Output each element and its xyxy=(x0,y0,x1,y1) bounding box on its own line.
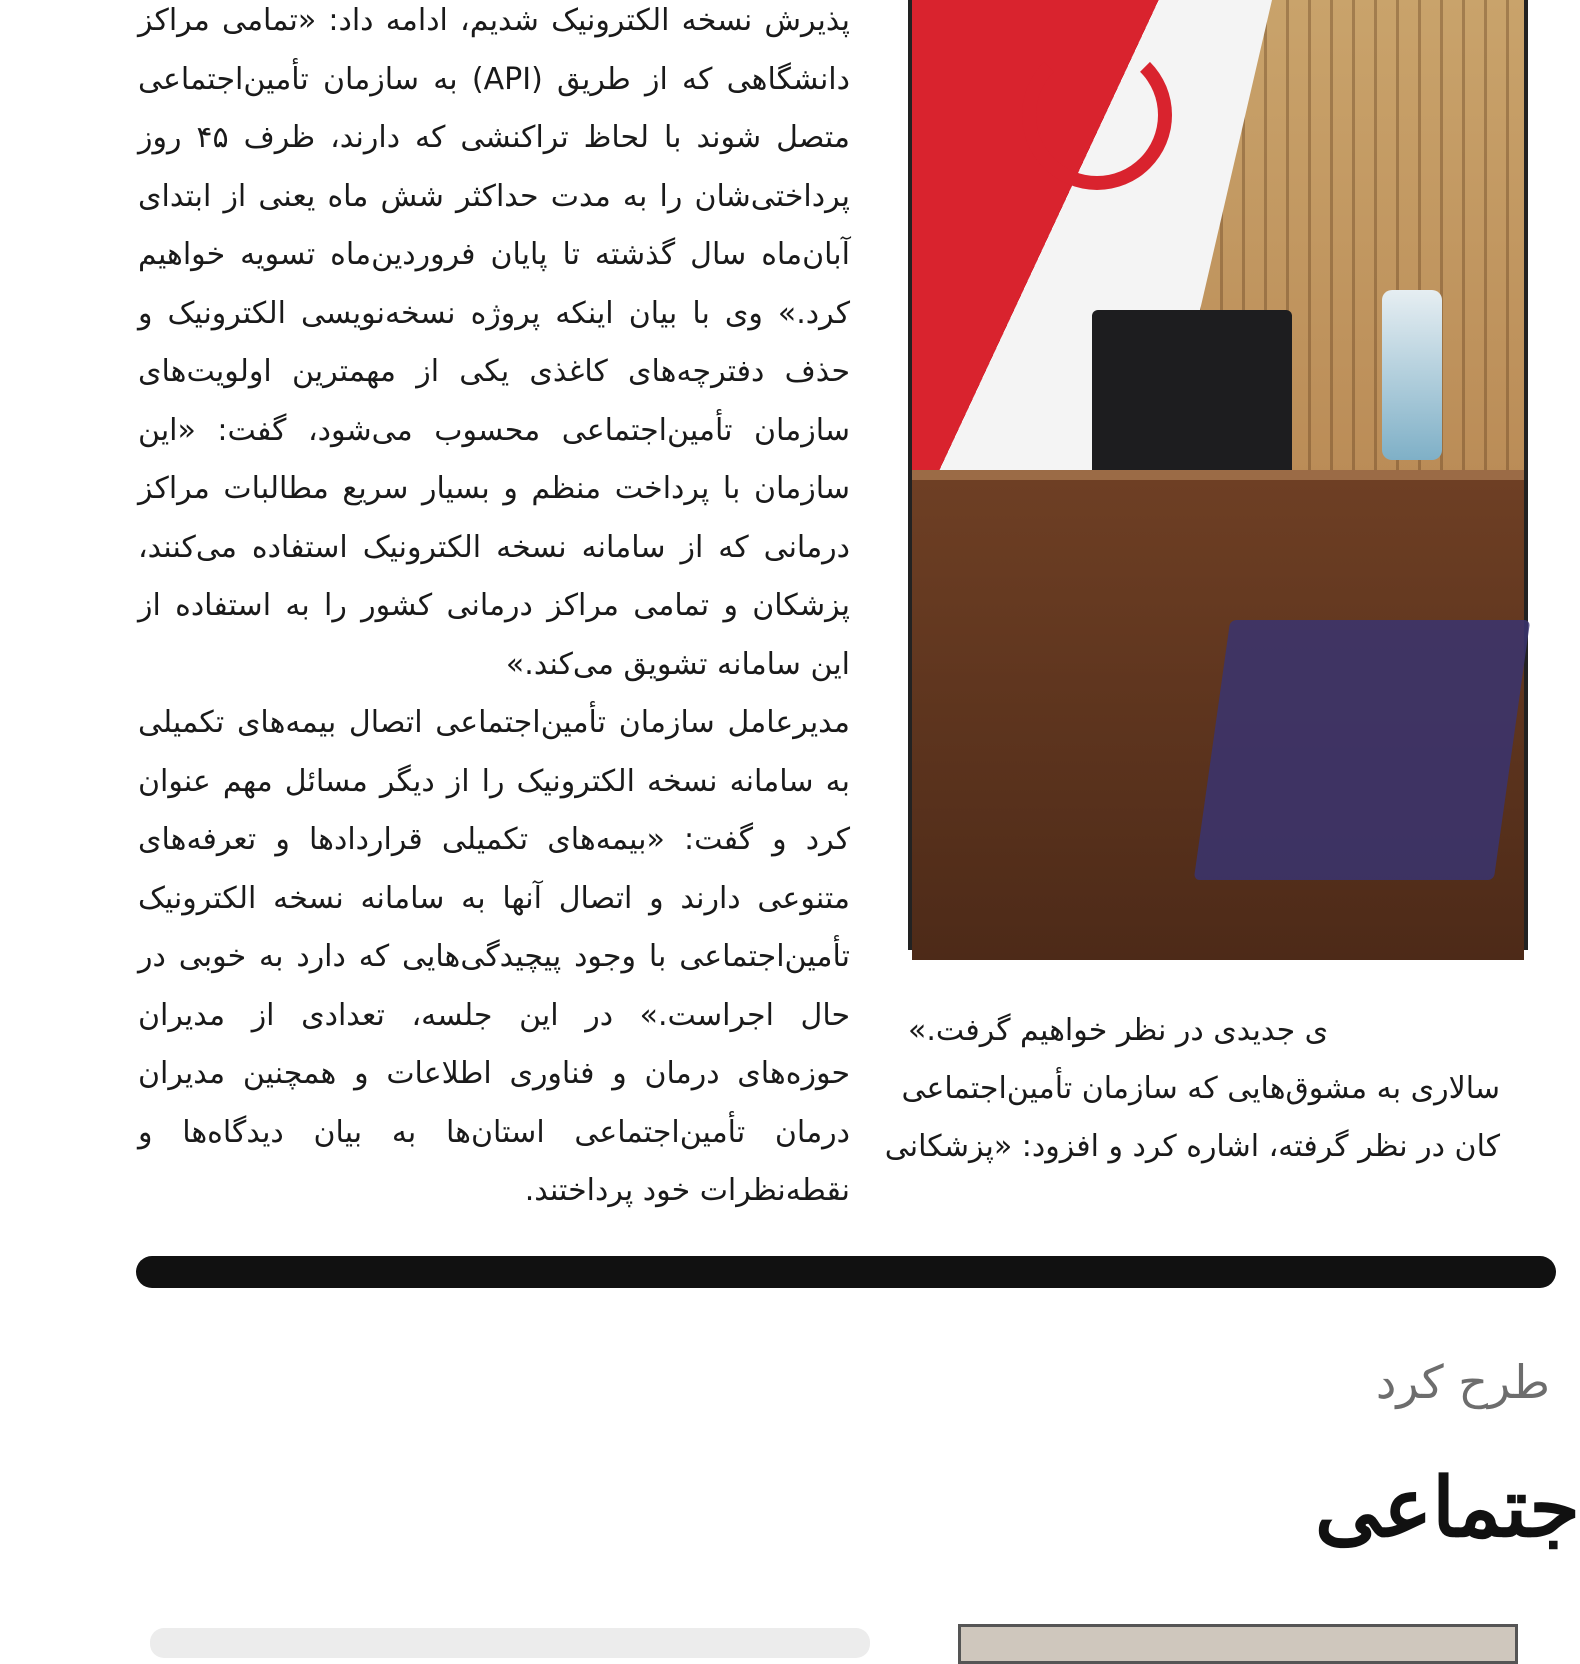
right-column-line: ی جدیدی در نظر خواهیم گرفت.» xyxy=(908,1013,1329,1048)
article-paragraph: پذیرش نسخه الکترونیک شدیم، ادامه داد: «تمامی مراکز دانشگاهی که از طریق (API) به سازمان تأمین‌اجتماعی متصل شوند با لحاظ تراکنشی که دارند، ظرف ۴۵ روز پرداختی‌شان را به مدت حداکثر شش ماه یعنی از ابتدای آبان‌ماه سال گذشته تا پایان فروردین‌ماه تسویه خواهیم کرد.» وی با بیان اینکه پروژه نسخه‌نویسی الکترونیک و حذف دفترچه‌های کاغذی یکی از مهمترین اولویت‌های سازمان تأمین‌اجتماعی محسوب می‌شود، گفت: «این سازمان با پرداخت منظم و بسیار سریع مطالبات مراکز درمانی که از سامانه نسخه الکترونیک استفاده می‌کنند، پزشکان و تمامی مراکز درمانی کشور را به استفاده از این سامانه تشویق می‌کند.» xyxy=(138,3,850,682)
right-column-line: کان در نظر گرفته، اشاره کرد و افزود: «پزشکانی xyxy=(884,1129,1500,1164)
next-article-headline: جتماعی xyxy=(1314,1460,1580,1556)
desk-monitor xyxy=(1092,310,1292,490)
next-article-kicker: طرح کرد xyxy=(1375,1355,1550,1409)
article-body-column xyxy=(138,0,850,1221)
section-divider xyxy=(136,1256,1556,1288)
next-article-lead-block xyxy=(150,1628,870,1658)
laptop-screen xyxy=(1194,620,1531,880)
flag-emblem-icon xyxy=(1022,40,1172,190)
water-bottle xyxy=(1382,290,1442,460)
meeting-photo xyxy=(908,0,1528,950)
next-article-photo xyxy=(958,1624,1518,1664)
article-paragraph: مدیرعامل سازمان تأمین‌اجتماعی اتصال بیمه‌های تکمیلی به سامانه نسخه الکترونیک را از دیگر مسائل مهم عنوان کرد و گفت: «بیمه‌های تکمیلی قراردادها و تعرفه‌های متنوعی دارند و اتصال آنها به سامانه نسخه الکترونیک تأمین‌اجتماعی با وجود پیچیدگی‌هایی که دارد به خوبی در حال اجراست.» در این جلسه، تعدادی از مدیران حوزه‌های درمان و فناوری اطلاعات و همچنین مدیران درمان تأمین‌اجتماعی استان‌ها به بیان دیدگاه‌ها و نقطه‌نظرات خود پرداختند. xyxy=(138,705,850,1208)
right-column-line: سالاری به مشوق‌هایی که سازمان تأمین‌اجتماعی xyxy=(901,1071,1500,1106)
right-column-text xyxy=(884,1002,1500,1182)
